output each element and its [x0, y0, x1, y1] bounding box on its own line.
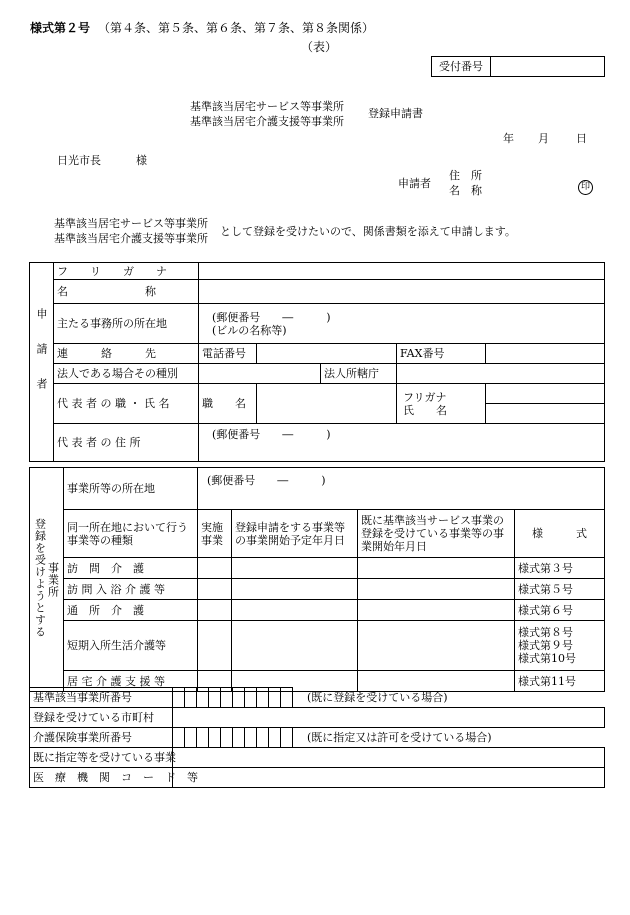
- date-day: 日: [576, 132, 587, 145]
- seal-mark: 印: [578, 180, 593, 195]
- applicant-section-label: 申請者: [30, 263, 54, 462]
- row-service-name: 通 所 介 護: [64, 600, 198, 621]
- title-line1: 基準該当居宅サービス等事業所: [190, 100, 344, 113]
- col-existing-header: 既に基準該当サービス事業の登録を受けている事業等の事業開始年月日: [358, 510, 515, 558]
- insurance-number-label: 介護保険事業所番号: [30, 728, 173, 748]
- digit-box[interactable]: [245, 688, 257, 708]
- impl-field[interactable]: [198, 621, 232, 671]
- row-service-name: 訪 問 入 浴 介 護 等: [64, 579, 198, 600]
- phone-label: 電話番号: [199, 344, 257, 364]
- existing-date-field[interactable]: [358, 558, 515, 579]
- furigana-field[interactable]: [199, 263, 605, 280]
- registered-city-label: 登録を受けている市町村: [30, 708, 173, 728]
- digit-box[interactable]: [185, 688, 197, 708]
- existing-date-field[interactable]: [358, 600, 515, 621]
- digit-box[interactable]: [173, 688, 185, 708]
- footer-table: [29, 687, 605, 788]
- impl-field[interactable]: [198, 600, 232, 621]
- applicant-table: [29, 262, 605, 462]
- row-form-multi: [515, 621, 605, 671]
- medical-code-field[interactable]: [173, 768, 605, 788]
- digit-box[interactable]: [185, 728, 197, 748]
- addressee-suffix: 様: [136, 154, 147, 167]
- date-year: 年: [503, 132, 514, 145]
- digit-box[interactable]: [209, 728, 221, 748]
- table-row: [30, 621, 605, 671]
- digit-box[interactable]: [281, 728, 293, 748]
- digit-box[interactable]: [197, 728, 209, 748]
- fax-field[interactable]: [486, 344, 605, 364]
- digit-box[interactable]: [257, 688, 269, 708]
- row-form: 様式第６号: [515, 600, 605, 621]
- rep-name-field[interactable]: [486, 404, 605, 424]
- addressee: 日光市長: [57, 154, 101, 167]
- medical-code-label: 医 療 機 関 コ ー ド 等: [30, 768, 173, 788]
- start-date-field[interactable]: [232, 621, 358, 671]
- corp-type-field[interactable]: [199, 364, 321, 384]
- office-postal: (郵便番号 ― ): [212, 310, 331, 324]
- digit-box[interactable]: [173, 728, 185, 748]
- designated-field[interactable]: [173, 748, 605, 768]
- row-service-name: 短期入所生活介護等: [64, 621, 198, 671]
- digit-box[interactable]: [209, 688, 221, 708]
- rep-furigana-label: フリガナ: [403, 390, 447, 404]
- rep-postal: (郵便番号 ― ): [212, 428, 331, 441]
- name-field[interactable]: [199, 280, 605, 304]
- form-id: 様式第２号: [30, 21, 91, 35]
- contact-label: 連 絡 先: [54, 344, 199, 364]
- form-8: 様式第８号: [518, 626, 573, 639]
- row-form: 様式第11号: [515, 671, 605, 692]
- existing-date-field[interactable]: [358, 621, 515, 671]
- form-reference: （第４条、第５条、第６条、第７条、第８条関係）: [98, 21, 375, 35]
- phone-field[interactable]: [257, 344, 397, 364]
- office-number-label: 基準該当事業所番号: [30, 688, 173, 708]
- position-label: 職 名: [199, 384, 257, 424]
- impl-field[interactable]: [198, 558, 232, 579]
- title-line2: 基準該当居宅介護支援等事業所: [190, 115, 344, 128]
- corp-office-field[interactable]: [397, 364, 605, 384]
- digit-box[interactable]: [269, 728, 281, 748]
- col-impl-header: 実施事業: [198, 510, 232, 558]
- insurance-note: (既に指定又は許可を受けている場合): [293, 728, 605, 748]
- digit-box[interactable]: [281, 688, 293, 708]
- location-postal: (郵便番号 ― ): [207, 474, 326, 487]
- office-number-note: (既に登録を受けている場合): [293, 688, 605, 708]
- form-10: 様式第10号: [518, 652, 576, 665]
- digit-box[interactable]: [245, 728, 257, 748]
- name-label: 名 称: [449, 184, 482, 197]
- rep-address-field[interactable]: [199, 424, 605, 462]
- col-start-header: 登録申請をする事業等の事業開始予定年月日: [232, 510, 358, 558]
- impl-field[interactable]: [198, 579, 232, 600]
- office-address-label: 主たる事務所の所在地: [54, 304, 199, 344]
- facility-section-label: 登録を受けようとする事業所: [30, 468, 64, 692]
- office-address-field[interactable]: [199, 304, 605, 344]
- digit-box[interactable]: [257, 728, 269, 748]
- digit-box[interactable]: [221, 728, 233, 748]
- registered-city-field[interactable]: [173, 708, 605, 728]
- digit-box[interactable]: [221, 688, 233, 708]
- designated-label: 既に指定等を受けている事業: [30, 748, 173, 768]
- receipt-box: [431, 56, 605, 77]
- col-form-header: 様 式: [515, 510, 605, 558]
- col-type-header: 同一所在地において行う事業等の種類: [64, 510, 198, 558]
- rep-name-labels: [397, 384, 486, 424]
- row-form: 様式第５号: [515, 579, 605, 600]
- side-label: （表）: [301, 40, 338, 54]
- rep-title-name-label: 代 表 者 の 職 ・ 氏 名: [54, 384, 199, 424]
- receipt-number-field[interactable]: [491, 57, 605, 77]
- start-date-field[interactable]: [232, 558, 358, 579]
- row-form: 様式第３号: [515, 558, 605, 579]
- existing-date-field[interactable]: [358, 579, 515, 600]
- row-service-name: 訪 問 介 護: [64, 558, 198, 579]
- intro-text: として登録を受けたいので、関係書類を添えて申請します。: [220, 225, 516, 238]
- address-label: 住 所: [449, 169, 482, 182]
- digit-box[interactable]: [233, 728, 245, 748]
- location-field[interactable]: [198, 468, 605, 510]
- location-label: 事業所等の所在地: [64, 468, 198, 510]
- form-9: 様式第９号: [518, 639, 573, 652]
- name-row-label: 名 称: [54, 280, 199, 304]
- intro-line1: 基準該当居宅サービス等事業所: [54, 217, 208, 230]
- table-row: [30, 600, 605, 621]
- furigana-label: フ リ ガ ナ: [54, 263, 199, 280]
- rep-address-label: 代 表 者 の 住 所: [54, 424, 199, 462]
- position-field[interactable]: [257, 384, 397, 424]
- table-row: [30, 558, 605, 579]
- rep-name-label: 氏 名: [403, 403, 447, 417]
- row-service-name: 居 宅 介 護 支 援 等: [64, 671, 198, 692]
- title-suffix: 登録申請書: [368, 107, 423, 120]
- applicant-label: 申請者: [398, 177, 431, 190]
- corp-type-label: 法人である場合その種別: [54, 364, 199, 384]
- start-date-field[interactable]: [232, 579, 358, 600]
- digit-box[interactable]: [269, 688, 281, 708]
- facility-table: [29, 467, 605, 692]
- receipt-label: 受付番号: [432, 57, 491, 77]
- table-row: [30, 579, 605, 600]
- intro-line2: 基準該当居宅介護支援等事業所: [54, 232, 208, 245]
- digit-box[interactable]: [233, 688, 245, 708]
- rep-furigana-field[interactable]: [486, 384, 605, 404]
- fax-label: FAX番号: [397, 344, 486, 364]
- digit-box[interactable]: [197, 688, 209, 708]
- corp-office-label: 法人所轄庁: [321, 364, 397, 384]
- office-building: (ビルの名称等): [212, 323, 287, 337]
- start-date-field[interactable]: [232, 600, 358, 621]
- date-month: 月: [538, 132, 549, 145]
